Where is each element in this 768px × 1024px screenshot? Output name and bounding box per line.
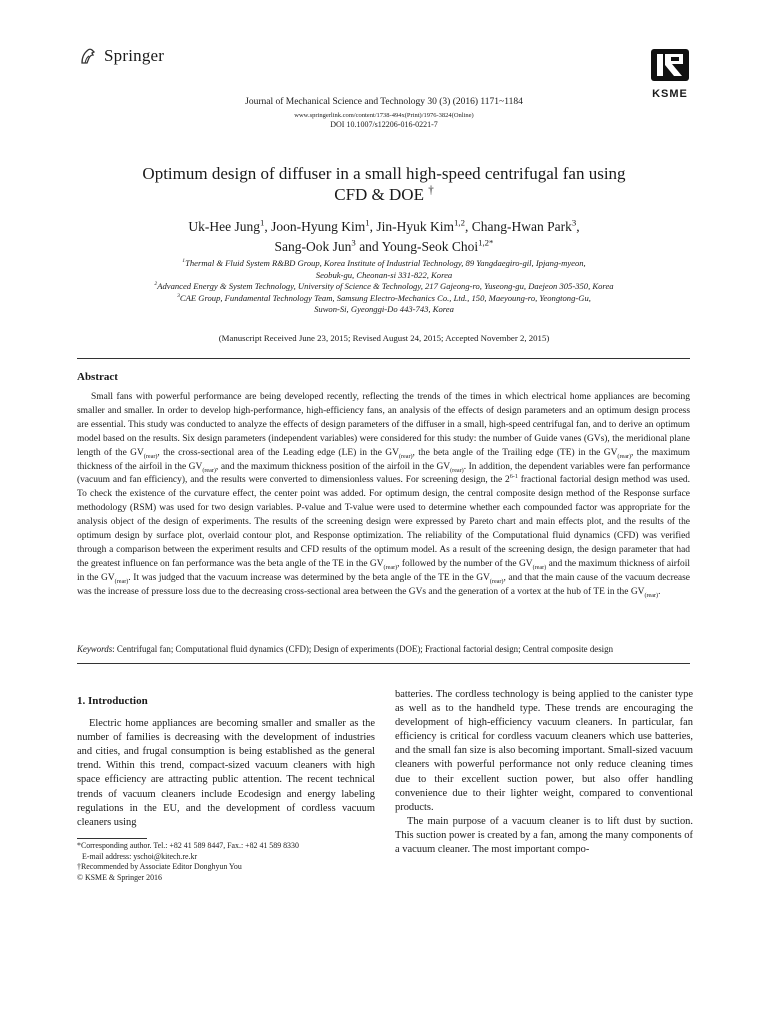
author-affil-mark: 1,2* xyxy=(478,237,494,248)
footnote-recommended: †Recommended by Associate Editor Donghyun You xyxy=(77,862,242,872)
paper-title xyxy=(0,163,768,205)
journal-url[interactable]: www.springerlink.com/content/1738-494x(Print)/1976-3824(Online) xyxy=(294,112,474,119)
author: Sang-Ook Jun xyxy=(274,239,352,254)
keywords xyxy=(77,644,690,654)
affiliation-num: 2 xyxy=(154,281,158,288)
footnote-rule xyxy=(77,838,147,839)
subscript: (rear) xyxy=(114,578,129,585)
affiliation-text: Thermal & Fluid System R&BD Group, Korea Institute of Industrial Technology, 89 Yangdaegiro-gil, Ipjang-myeon, xyxy=(185,258,586,268)
subscript: (rear) xyxy=(489,578,504,585)
intro-paragraph-1: Electric home appliances are becoming smaller and smaller as the number of families is decreasing with the development of industries and cities, and frugal consumption is being established as the general trend. Within this trend, compact-sized vacuum cleaners with high space efficiency are attracting public attention. The recent technical trends of vacuum cleaners include Ecodesign and energy labeling regulations in the EU, and the development of cordless vacuum cleaners using xyxy=(77,718,375,828)
author-sep: , xyxy=(264,219,272,234)
ksme-logo xyxy=(648,48,692,100)
title-line-2-wrap xyxy=(0,184,768,205)
author-sep: , xyxy=(464,219,472,234)
abstract-text: Small fans with powerful performance are being developed recently, reflecting the trends of the times in which electrical home appliances are becoming smaller and smaller. In order to develop high-performance, high-efficiency fans, an analysis of the effects of design parameters and an optimum design process are essential. This study was conducted to analyze the effects of design parameters of the diffuser in a small, high-speed centrifugal fan, and to derive an optimum model based on the results. Six design parameters (independent variables) were considered for this study: the number of Guide vanes (GVs), the meridional plane length of the $GV_{(rear)}$, the cross-sectional area of the Leading edge (LE) in the $GV_{(rear)}$, the beta angle of the Trailing edge (TE) in the $GV_{(rear)}$, the maximum thickness of the airfoil in the $GV_{(rear)}$, and the maximum thickness position of the airfoil in the $GV_{(rear)}$. In addition, the dependent variables were fan performance (vacuum and fan efficiency), and the results were converted to dimensionless values. For screening design, the 2$^{6-1}$ fractional factorial design method was used. To check the existence of the curvature effect, the center point was added. For optimum design, the central composite design method of the Response surface methodology (RSM) was used for two design variables. P-value and T-value were used to determine whether each compounded factor was appropriate for the analysis object of the design of experiments. The results of the screening design were expressed by Pareto chart and main effects plot, and the results of the optimum design by surface plot, overlaid contour plot, and Response optimization. The reliability of the Computational fluid dynamics (CFD) was verified through a comparison between the experiment results and CFD results of the optimum model. As a result of the screening design, the design parameter that had the greatest influence on fan performance was the beta angle of the TE in the $GV_{(rear)}$, followed by the number of the $GV_{(rear)}$ and the maximum thickness of airfoil in the $GV_{(rear)}$. It was judged that the vacuum increase was determined by the beta angle of the TE in the $GV_{(rear)}$, and that the main cause of the vacuum decrease was the increase of pressure loss due to the decreasing cross-sectional area between the GVs and the generation of a vortex at the hub of TE in the $GV_{(rear)}$. xyxy=(77,392,690,599)
affiliations xyxy=(0,258,768,316)
subscript: (rear) xyxy=(143,453,158,460)
author: Uk-Hee Jung xyxy=(188,219,260,234)
journal-citation: Journal of Mechanical Science and Technology 30 (3) (2016) 1171~1184 xyxy=(245,97,523,107)
subscript: (rear) xyxy=(383,564,398,571)
section-heading-introduction: 1. Introduction xyxy=(77,695,148,707)
springer-logo xyxy=(78,46,164,66)
author-affil-mark: 1 xyxy=(259,217,265,228)
author: Chang-Hwan Park xyxy=(471,219,572,234)
affiliation-num: 1 xyxy=(182,258,186,265)
abstract-body xyxy=(77,391,690,600)
affiliation-3-cont: Suwon-Si, Gyeonggi-Do 443-743, Korea xyxy=(314,304,454,314)
affiliation-1-cont: Seobuk-gu, Cheonan-si 331-822, Korea xyxy=(315,269,453,280)
publisher-name: Springer xyxy=(104,46,165,65)
affiliation-1 xyxy=(0,258,768,270)
intro-paragraph-1-cont: batteries. The cordless technology is being applied to the canister type as well as to the handheld type. These trends are encouraging the development of high-efficiency vacuum cleaners. In particular, fan efficiency is critical for cordless vacuum cleaners which use batteries, and the small fan size is also becoming important. Small-sized vacuum cleaners with powerful performance not only reduce cleaning times due to their excellent suction power, but also offer handling convenience due to their lighter weight, compared to conventional products. xyxy=(395,689,693,813)
intro-paragraph-2: The main purpose of a vacuum cleaner is to lift dust by suction. This suction power is created by a fan, among the many components of a vacuum cleaner. The most important compo- xyxy=(395,815,693,856)
footnotes xyxy=(77,838,375,883)
subscript: (rear) xyxy=(450,467,464,474)
keywords-label: Keywords xyxy=(77,644,113,654)
subscript: (rear) xyxy=(398,453,413,460)
author-line-1 xyxy=(0,217,768,237)
manuscript-dates: (Manuscript Received June 23, 2015; Revised August 24, 2015; Accepted November 2, 2015) xyxy=(218,333,550,343)
affiliation-text: Advanced Energy & System Technology, University of Science & Technology, 217 Gajeong-ro, Yuseong-gu, Daejeon 305-350, Korea xyxy=(157,281,614,291)
affiliation-3 xyxy=(0,293,768,305)
author-affil-mark: 1,2 xyxy=(454,217,465,228)
subscript: (rear) xyxy=(617,453,632,460)
author-affil-mark: 3 xyxy=(351,237,356,248)
author-sep: , xyxy=(369,219,377,234)
author-affil-mark: 1 xyxy=(365,217,370,228)
author: Young-Seok Choi xyxy=(381,239,479,254)
author-list xyxy=(0,217,768,257)
superscript: 6-1 xyxy=(509,474,518,481)
footnote-email[interactable]: E-mail address: yschoi@kitech.re.kr xyxy=(82,851,198,861)
footnote-copyright: © KSME & Springer 2016 xyxy=(77,872,162,882)
left-column xyxy=(77,694,375,830)
springer-horse-icon xyxy=(78,46,98,66)
affiliation-text: CAE Group, Fundamental Technology Team, Samsung Electro-Mechanics Co., Ltd., 150, Maeyoung-ro, Yeongtong-Gu, xyxy=(179,292,591,303)
divider-top xyxy=(77,358,690,359)
author-sep: and xyxy=(355,239,382,254)
subscript: (rear) xyxy=(644,592,659,599)
keywords-text: : Centrifugal fan; Computational fluid dynamics (CFD); Design of experiments (DOE); Fractional factorial design; Central composite design xyxy=(112,644,614,654)
author-line-2 xyxy=(0,237,768,257)
author: Joon-Hyung Kim xyxy=(271,219,366,234)
abstract-heading: Abstract xyxy=(77,371,118,383)
footnote-corresponding: *Corresponding author. Tel.: +82 41 589 8447, Fax.: +82 41 589 8330 xyxy=(77,841,299,850)
title-dagger: † xyxy=(428,184,434,197)
subscript: (rear) xyxy=(532,564,547,571)
title-line-1: Optimum design of diffuser in a small high-speed centrifugal fan using xyxy=(142,164,626,183)
affiliation-2 xyxy=(0,281,768,293)
right-column xyxy=(395,688,693,857)
author-sep: , xyxy=(576,219,580,234)
title-line-2: CFD & DOE xyxy=(334,185,424,204)
author: Jin-Hyuk Kim xyxy=(376,219,455,234)
doi[interactable]: DOI 10.1007/s12206-016-0221-7 xyxy=(330,120,438,129)
author-affil-mark: 3 xyxy=(571,217,577,228)
subscript: (rear) xyxy=(202,467,216,474)
ksme-emblem-icon xyxy=(650,48,690,82)
affiliation-num: 3 xyxy=(177,292,180,299)
ksme-logo-text: KSME xyxy=(652,88,688,100)
divider-bottom xyxy=(77,663,690,664)
